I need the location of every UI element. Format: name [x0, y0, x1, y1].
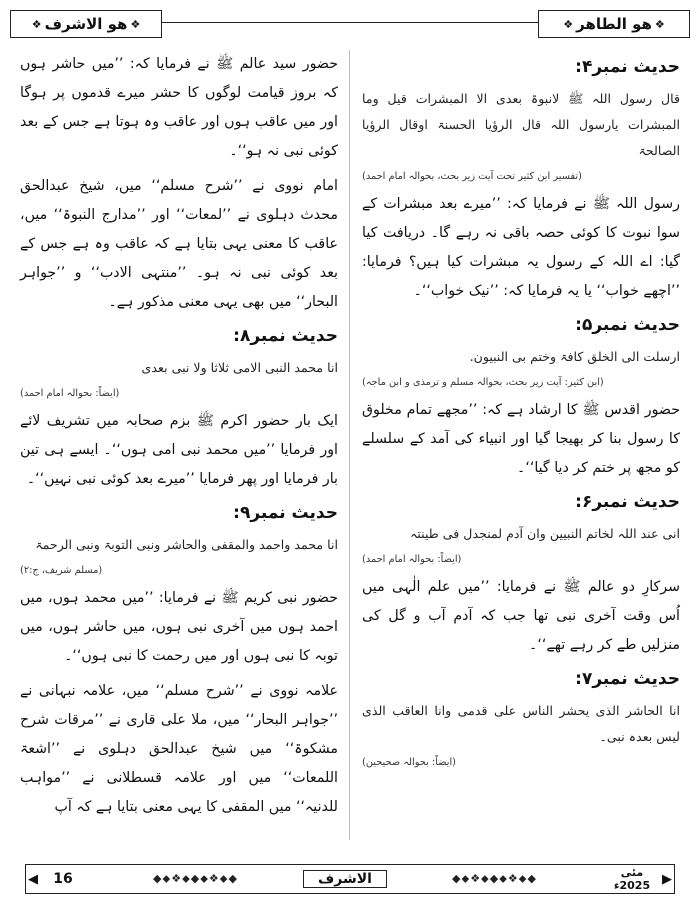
- header-rule: [160, 22, 540, 23]
- header-left-title-box: [10, 10, 162, 38]
- hadith-8-translation: ایک بار حضور اکرم ﷺ بزم صحابہ میں تشریف لائے اور فرمایا ’’میں محمد نبی امی ہوں‘‘۔ ایسے ہی تین بار فرمایا اور پھر فرمایا ’’میرے بعد کوئی نبی نہیں‘‘۔: [20, 413, 338, 487]
- header-right-title-box: [538, 10, 690, 38]
- arrow-right-icon: ▶: [662, 871, 672, 887]
- hadith-7-heading: حدیث نمبر۷:: [575, 669, 680, 689]
- hadith-6-translation: سرکارِ دو عالم ﷺ نے فرمایا: ’’میں علم الٰہی میں اُس وقت آخری نبی تھا جب کہ آدم آب و گل کی منزلیں طے کر رہے تھے‘‘۔: [362, 579, 680, 653]
- hadith-6-citation: (ایضاً: بحوالہ امام احمد): [362, 554, 462, 565]
- muqaffi-commentary: علامہ نووی نے ’’شرح مسلم‘‘ میں، علامہ نبہانی نے ’’جواہر البحار‘‘ میں، ملا علی قاری نے ’’مرقات شرح مشکوۃ‘‘ میں شیخ عبدالحق دہلوی نے ’’اشعۃ اللمعات‘‘ میں اور علامہ قسطلانی نے ’’مواہب للدنیہ‘‘ میں المقفی کا یہی معنی بتایا ہے کہ آپ: [20, 683, 338, 815]
- header-right-title: هو الطاهر: [576, 15, 652, 33]
- hadith-6-arabic: انی عند اللہ لخاتم النبیین وان آدم لمنجدل فی طینتہ: [409, 526, 680, 541]
- hadith-4-translation: رسول اللہ ﷺ نے فرمایا کہ: ’’میرے بعد مبشرات کے سوا نبوت کا کوئی حصہ باقی نہ رہے گا۔ دریافت کیا گیا: اے اللہ کے رسول یہ مبشرات کیا ہیں؟ فرمایا: ’’اچھے خواب‘‘ یا یہ فرمایا کہ: ’’نیک خواب‘‘۔: [362, 196, 680, 299]
- hadith-7-citation: (ایضاً: بحوالہ صحیحین): [362, 757, 456, 768]
- hadith-9-arabic: انا محمد واحمد والمقفی والحاشر ونبی التوبۃ ونبی الرحمۃ: [35, 537, 338, 552]
- left-column: [20, 50, 338, 828]
- column-divider: [349, 50, 350, 840]
- hadith-5-citation: (ابن کثیر: آیت زیر بحث، بحوالہ مسلم و ترمذی و ابن ماجہ): [362, 377, 604, 388]
- hadith-4-arabic: قال رسول اللہ ﷺ لانبوۃ بعدی الا المبشرات قیل وما المبشرات یارسول اللہ قال الرؤیا الحسنۃ اوقال الرؤیا الصالحۃ: [362, 91, 680, 158]
- ornament-icon: ❖: [654, 17, 665, 31]
- footer-ornament-right: ◆⬥❖⬥◆⬥❖⬥◆: [452, 872, 537, 885]
- arrow-left-icon: ◀: [28, 871, 38, 887]
- header-left-title: هو الاشرف: [44, 15, 128, 33]
- footer-magazine-title: الاشرف: [303, 870, 387, 888]
- hadith-7-arabic: انا الحاشر الذی یحشر الناس علی قدمی وانا العاقب الذی لیس بعدہ نبی۔: [362, 703, 680, 744]
- page-number: 16: [53, 871, 73, 887]
- ornament-icon: ❖: [31, 17, 42, 31]
- hadith-8-arabic: انا محمد النبی الامی ثلاثا ولا نبی بعدی: [141, 360, 338, 375]
- hadith-9-heading: حدیث نمبر۹:: [233, 503, 338, 523]
- aqib-commentary: امام نووی نے ’’شرح مسلم‘‘ میں، شیخ عبدالحق محدث دہلوی نے ’’لمعات‘‘ اور ’’مدارج النبوۃ‘‘ میں، عاقب کا معنی یہی بتایا ہے کہ عاقب وہ ہے جس کے بعد کوئی نبی نہ ہو۔ ’’منتہی الادب‘‘ و ’’جواہر البحار‘‘ میں بھی یہی معنی مذکور ہے۔: [20, 178, 338, 310]
- hashir-explanation: حضور سید عالم ﷺ نے فرمایا کہ: ’’میں حاشر ہوں کہ بروز قیامت لوگوں کا حشر میرے قدموں پر ہوگا اور میں عاقب ہوں اور عاقب وہ ہوتا ہے جس کے بعد کوئی نبی نہ ہو‘‘۔: [20, 56, 338, 159]
- footer-ornament-left: ◆⬥❖⬥◆⬥❖⬥◆: [153, 872, 238, 885]
- hadith-8-citation: (ایضاً: بحوالہ امام احمد): [20, 388, 120, 399]
- ornament-icon: ❖: [130, 17, 141, 31]
- hadith-6-heading: حدیث نمبر۶:: [575, 492, 680, 512]
- hadith-9-citation: (مسلم شریف، ج:۲): [20, 565, 103, 576]
- hadith-8-heading: حدیث نمبر۸:: [233, 326, 338, 346]
- page-footer: [25, 864, 675, 894]
- hadith-4-citation: (تفسیر ابن کثیر تحت آیت زیر بحث، بحوالہ امام احمد): [362, 171, 582, 182]
- hadith-5-translation: حضور اقدس ﷺ کا ارشاد ہے کہ: ’’مجھے تمام مخلوق کا رسول بنا کر بھیجا گیا اور انبیاء کی آمد کے سلسلے کو مجھ پر ختم کر دیا گیا‘‘۔: [362, 402, 680, 476]
- right-column: [362, 50, 680, 776]
- issue-date: مئی 2025ء: [613, 866, 651, 892]
- page-header: [10, 6, 690, 40]
- hadith-5-arabic: ارسلت الی الخلق کافۃ وختم بی النبیون.: [469, 349, 680, 364]
- hadith-4-heading: حدیث نمبر۴:: [575, 57, 680, 77]
- hadith-9-translation: حضور نبی کریم ﷺ نے فرمایا: ’’میں محمد ہوں، میں احمد ہوں میں آخری نبی ہوں، میں حاشر ہوں، میں توبہ کا نبی ہوں اور میں رحمت کا نبی ہوں‘‘۔: [20, 590, 338, 664]
- ornament-icon: ❖: [563, 17, 574, 31]
- hadith-5-heading: حدیث نمبر۵:: [575, 315, 680, 335]
